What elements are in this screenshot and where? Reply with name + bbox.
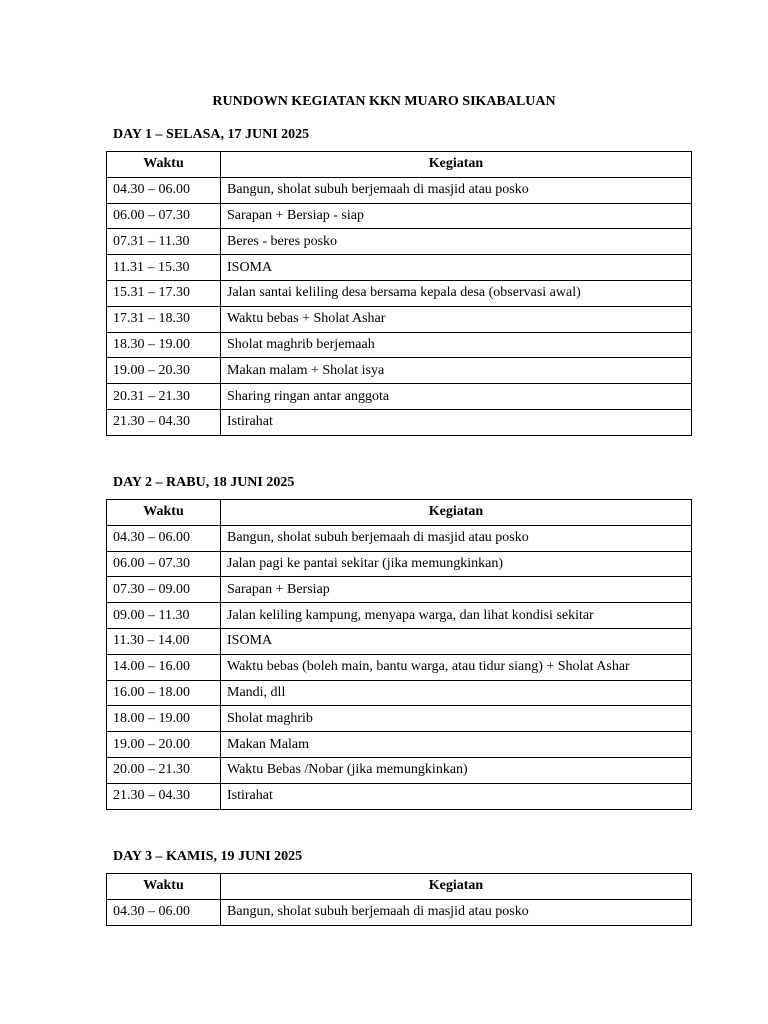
table-row [107,332,692,358]
time-cell: 11.30 – 14.00 [107,628,221,654]
activity-cell: Beres - beres posko [221,229,692,255]
day-3-section [106,848,691,926]
table-row [107,255,692,281]
column-header-activity: Kegiatan [221,500,692,526]
table-row [107,358,692,384]
document-title: RUNDOWN KEGIATAN KKN MUARO SIKABALUAN [212,94,556,109]
activity-cell: Bangun, sholat subuh berjemaah di masjid atau posko [221,525,692,551]
table-row [107,409,692,435]
time-cell: 20.31 – 21.30 [107,384,221,410]
column-header-time: Waktu [107,500,221,526]
time-cell: 21.30 – 04.30 [107,409,221,435]
table-row [107,306,692,332]
table-row [107,680,692,706]
table-header-row [107,152,692,178]
time-cell: 11.31 – 15.30 [107,255,221,281]
activity-cell: Bangun, sholat subuh berjemaah di masjid atau posko [221,899,692,925]
day-heading: DAY 3 – KAMIS, 19 JUNI 2025 [113,849,303,864]
activity-cell: Waktu bebas + Sholat Ashar [221,306,692,332]
activity-cell: Istirahat [221,409,692,435]
activity-cell: Sarapan + Bersiap [221,577,692,603]
activity-cell: Mandi, dll [221,680,692,706]
activity-cell: Jalan santai keliling desa bersama kepala desa (observasi awal) [221,280,692,306]
column-header-activity: Kegiatan [221,152,692,178]
activity-cell: Sarapan + Bersiap - siap [221,203,692,229]
time-cell: 14.00 – 16.00 [107,654,221,680]
time-cell: 04.30 – 06.00 [107,525,221,551]
time-cell: 18.30 – 19.00 [107,332,221,358]
activity-cell: Makan malam + Sholat isya [221,358,692,384]
column-header-activity: Kegiatan [221,874,692,900]
day-1-section [106,126,691,436]
time-cell: 21.30 – 04.30 [107,783,221,809]
activity-cell: Jalan keliling kampung, menyapa warga, dan lihat kondisi sekitar [221,603,692,629]
table-row [107,757,692,783]
table-row [107,229,692,255]
column-header-time: Waktu [107,152,221,178]
table-row [107,706,692,732]
time-cell: 04.30 – 06.00 [107,177,221,203]
time-cell: 07.30 – 09.00 [107,577,221,603]
table-row [107,899,692,925]
time-cell: 06.00 – 07.30 [107,203,221,229]
table-row [107,525,692,551]
time-cell: 09.00 – 11.30 [107,603,221,629]
day-2-section [106,474,691,810]
table-row [107,280,692,306]
schedule-table [106,499,692,810]
activity-cell: Bangun, sholat subuh berjemaah di masjid atau posko [221,177,692,203]
table-header-row [107,874,692,900]
activity-cell: Sholat maghrib [221,706,692,732]
activity-cell: Sholat maghrib berjemaah [221,332,692,358]
table-row [107,384,692,410]
time-cell: 20.00 – 21.30 [107,757,221,783]
activity-cell: Jalan pagi ke pantai sekitar (jika memungkinkan) [221,551,692,577]
activity-cell: Makan Malam [221,732,692,758]
day-heading: DAY 1 – SELASA, 17 JUNI 2025 [113,127,310,142]
time-cell: 17.31 – 18.30 [107,306,221,332]
table-header-row [107,500,692,526]
time-cell: 06.00 – 07.30 [107,551,221,577]
time-cell: 18.00 – 19.00 [107,706,221,732]
table-row [107,203,692,229]
table-row [107,577,692,603]
activity-cell: Waktu bebas (boleh main, bantu warga, atau tidur siang) + Sholat Ashar [221,654,692,680]
table-row [107,551,692,577]
table-row [107,654,692,680]
table-row [107,177,692,203]
day-heading: DAY 2 – RABU, 18 JUNI 2025 [113,475,295,490]
activity-cell: Sharing ringan antar anggota [221,384,692,410]
activity-cell: Waktu Bebas /Nobar (jika memungkinkan) [221,757,692,783]
activity-cell: ISOMA [221,255,692,281]
time-cell: 19.00 – 20.00 [107,732,221,758]
time-cell: 15.31 – 17.30 [107,280,221,306]
table-row [107,628,692,654]
column-header-time: Waktu [107,874,221,900]
activity-cell: ISOMA [221,628,692,654]
schedule-table [106,873,692,926]
table-row [107,783,692,809]
time-cell: 16.00 – 18.00 [107,680,221,706]
time-cell: 07.31 – 11.30 [107,229,221,255]
activity-cell: Istirahat [221,783,692,809]
table-row [107,603,692,629]
schedule-table [106,151,692,436]
time-cell: 19.00 – 20.30 [107,358,221,384]
time-cell: 04.30 – 06.00 [107,899,221,925]
table-row [107,732,692,758]
